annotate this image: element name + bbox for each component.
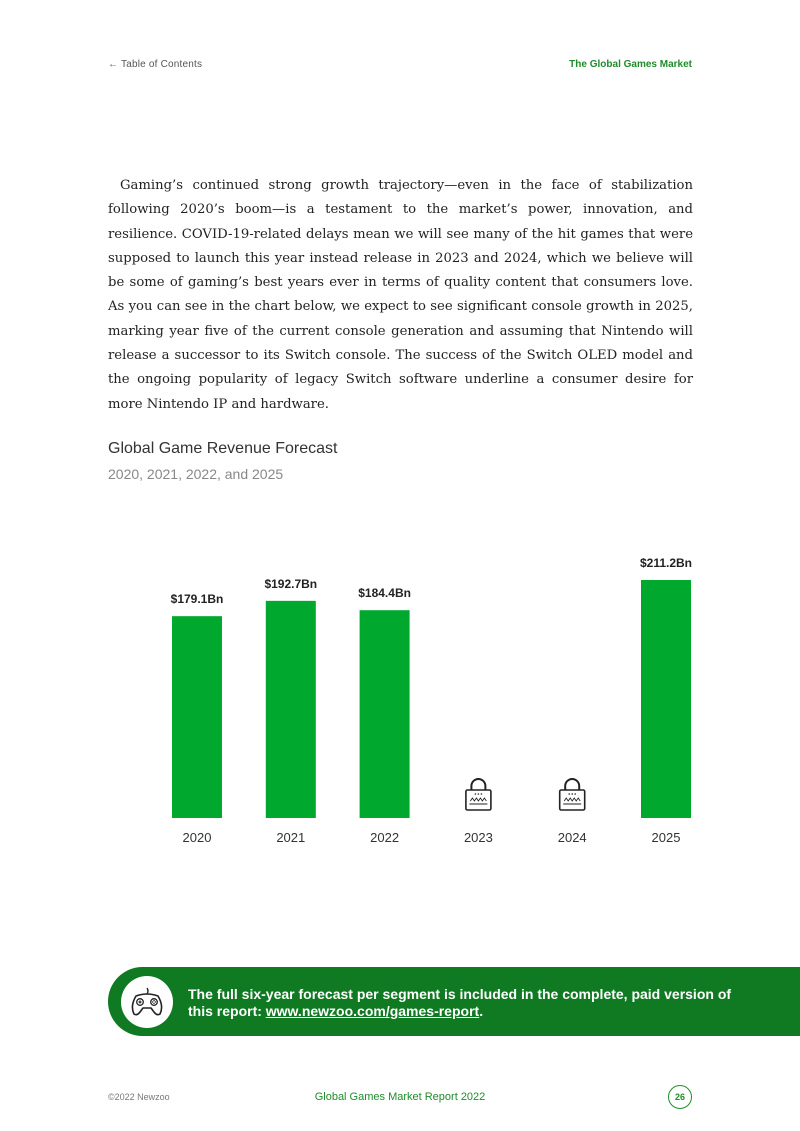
footer-report-title: Global Games Market Report 2022 xyxy=(314,1091,486,1103)
bar-2022 xyxy=(360,610,410,818)
x-tick-2020: 2020 xyxy=(182,830,212,845)
x-tick-2022: 2022 xyxy=(370,830,400,845)
data-label-2025: $211.2Bn xyxy=(639,556,693,570)
banner-message: The full six-year forecast per segment is included in the complete, paid version of this report: xyxy=(188,986,732,1019)
data-label-2022: $184.4Bn xyxy=(358,586,411,601)
gamepad-icon xyxy=(121,976,173,1028)
table-of-contents-link[interactable]: ← Table of Contents xyxy=(108,59,203,70)
chart-subtitle: 2020, 2021, 2022, and 2025 xyxy=(108,466,284,482)
x-tick-2024: 2024 xyxy=(557,830,587,845)
x-tick-2025: 2025 xyxy=(651,830,681,845)
x-tick-2021: 2021 xyxy=(276,830,306,845)
lock-icon xyxy=(466,779,491,810)
data-label-2020: $179.1Bn xyxy=(170,592,224,607)
chart-title: Global Game Revenue Forecast xyxy=(108,440,338,457)
report-link[interactable]: www.newzoo.com/games-report xyxy=(265,1003,480,1019)
section-title: The Global Games Market xyxy=(569,59,692,70)
data-label-2021: $192.7Bn xyxy=(264,576,318,591)
body-paragraph: Gaming’s continued strong growth trajectory—even in the face of stabilization following 2020’s boom—is a testament to the market’s power, innovation, and resilience. COVID-19-related delays mean we will see many of the hit games that were supposed to launch this year instead release in 2023 and 2024, which we believe will be some of gaming’s best years ever in terms of quality content that consumers love. As you can see in the chart below, we expect to see significant console growth in 2025, marking year five of the current console generation and assuming that Nintendo will release a successor to its Switch console. The success of the Switch OLED model and the ongoing popularity of legacy Switch software underline a consumer desire for more Nintendo IP and hardware. xyxy=(108,178,693,412)
bar-2025 xyxy=(641,580,691,818)
banner-suffix: . xyxy=(479,1003,484,1019)
banner-text xyxy=(188,986,748,1020)
x-tick-2023: 2023 xyxy=(463,830,493,845)
copyright: ©2022 Newzoo xyxy=(108,1092,170,1102)
lock-icon xyxy=(560,779,585,810)
bar-2020 xyxy=(172,616,222,818)
forecast-banner xyxy=(108,967,800,1036)
bar-2021 xyxy=(266,601,316,818)
page-number: 26 xyxy=(668,1085,692,1109)
